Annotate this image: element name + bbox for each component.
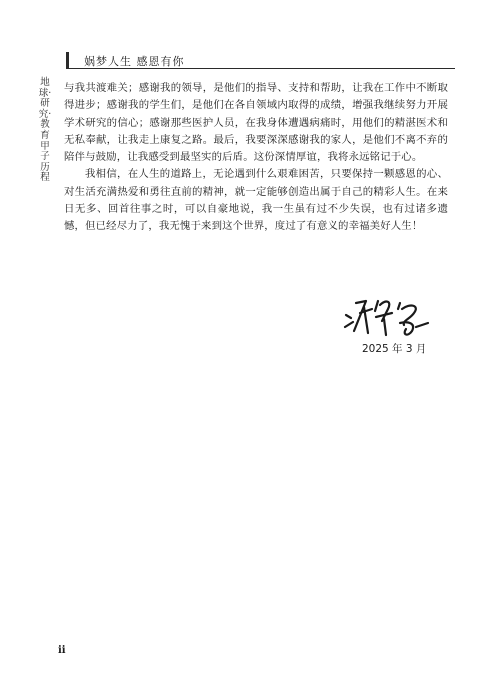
handwritten-signature [342,293,432,341]
vertical-sidebar-text: 地球·研究·教育甲子历程 [38,77,52,184]
paragraph-continuation: 与我共渡难关；感谢我的领导，是他们的指导、支持和帮助，让我在工作中不断取得进步；感谢我的学生们，是他们在各自领域内取得的成绩，增强我继续努力开展学术研究的信心；感谢那些医护人员，在我身体遭遇病痛时，用他们的精湛医术和无私奉献，让我走上康复之路。最后，我要深深感谢我的家人，是他们不离不弃的陪伴与鼓励，让我感受到最坚实的后盾。这份深情厚谊，我将永远铭记于心。 [64,82,448,164]
page-number: ii [58,645,66,656]
header-accent-bar [66,52,69,68]
running-header: 娲梦人生 感恩有你 [84,55,185,68]
header-divider [66,68,455,69]
signature-date: 2025 年 3 月 [362,343,427,355]
main-text [64,80,448,236]
paragraph-closing: 我相信，在人生的道路上，无论遇到什么艰难困苦，只要保持一颗感恩的心、对生活充满热爱和勇往直前的精神，就一定能够创造出属于自己的精彩人生。在来日无多、回首往事之时，可以自豪地说，我一生虽有过不少失误，也有过诸多遗憾，但已经尽力了，我无愧于来到这个世界，度过了有意义的幸福美好人生！ [64,168,448,233]
